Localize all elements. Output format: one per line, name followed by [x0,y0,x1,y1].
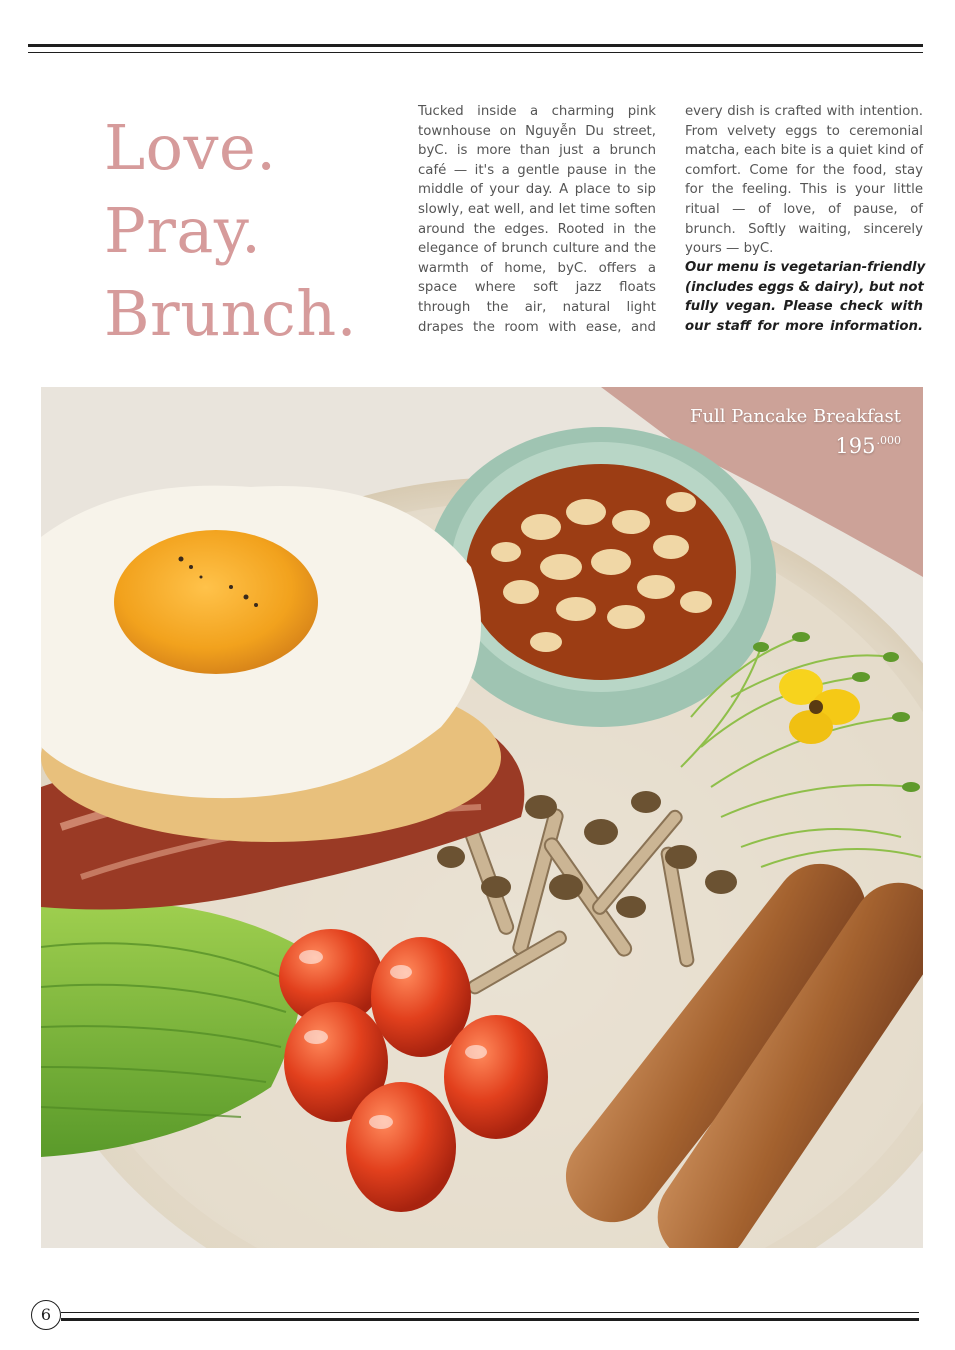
note-line: our staff for more information. [685,318,923,334]
bottom-rule-thick [61,1318,919,1321]
intro-line: drapes the room with ease, and [418,319,656,335]
page-number: 6 [31,1300,61,1330]
intro-line: Tucked inside a charming pink [418,104,656,119]
intro-line: around the edges. Rooted in the [418,221,656,237]
intro-line: ritual — of love, of pause, of [685,201,923,217]
intro-line: yours — byC. [685,241,774,257]
note-line: (includes eggs & dairy), but not [685,279,924,295]
intro-line: every dish is crafted with intention. [685,104,923,119]
dish-photo [41,387,923,1248]
top-rule-thin [28,52,923,53]
intro-line: for the feeling. This is your little [685,182,923,198]
intro-column-1 [418,102,656,337]
price-value: 195 [835,434,876,458]
intro-line: through the air, natural light [418,299,656,315]
headline [104,106,404,355]
intro-line: byC. is more than just a brunch [418,143,656,159]
intro-line: warmth of home, byC. offers a [418,260,656,276]
note-line: fully vegan. Please check with [685,299,923,315]
egg-yolk [114,530,318,674]
headline-line: Love. [104,111,277,184]
dietary-note [685,258,926,336]
note-line: Our menu is vegetarian-friendly [685,260,926,275]
intro-column-2 [685,102,923,259]
intro-line: comfort. Come for the food, stay [685,162,923,178]
intro-line: elegance of brunch culture and the [418,241,656,257]
intro-line: café — it's a gentle pause in the [418,162,656,178]
intro-line: slowly, eat well, and let time soften [418,201,656,217]
intro-line: townhouse on Nguyễn Du street, [418,123,656,139]
intro-line: matcha, each bite is a quiet kind of [685,143,923,159]
intro-line: middle of your day. A place to sip [418,182,656,198]
top-rule-thick [28,44,923,47]
breakfast-plate-illustration [41,387,923,1248]
intro-line: space where soft jazz floats [418,280,656,296]
price-suffix: .000 [876,434,901,447]
intro-line: brunch. Softly waiting, sincerely [685,221,923,237]
headline-line: Pray. [104,194,262,267]
dish-caption [690,405,901,458]
dish-price [835,429,901,458]
bottom-rule-thin [61,1312,919,1313]
headline-line: Brunch. [104,277,357,350]
intro-line: From velvety eggs to ceremonial [685,123,923,139]
dish-name: Full Pancake Breakfast [689,406,901,427]
